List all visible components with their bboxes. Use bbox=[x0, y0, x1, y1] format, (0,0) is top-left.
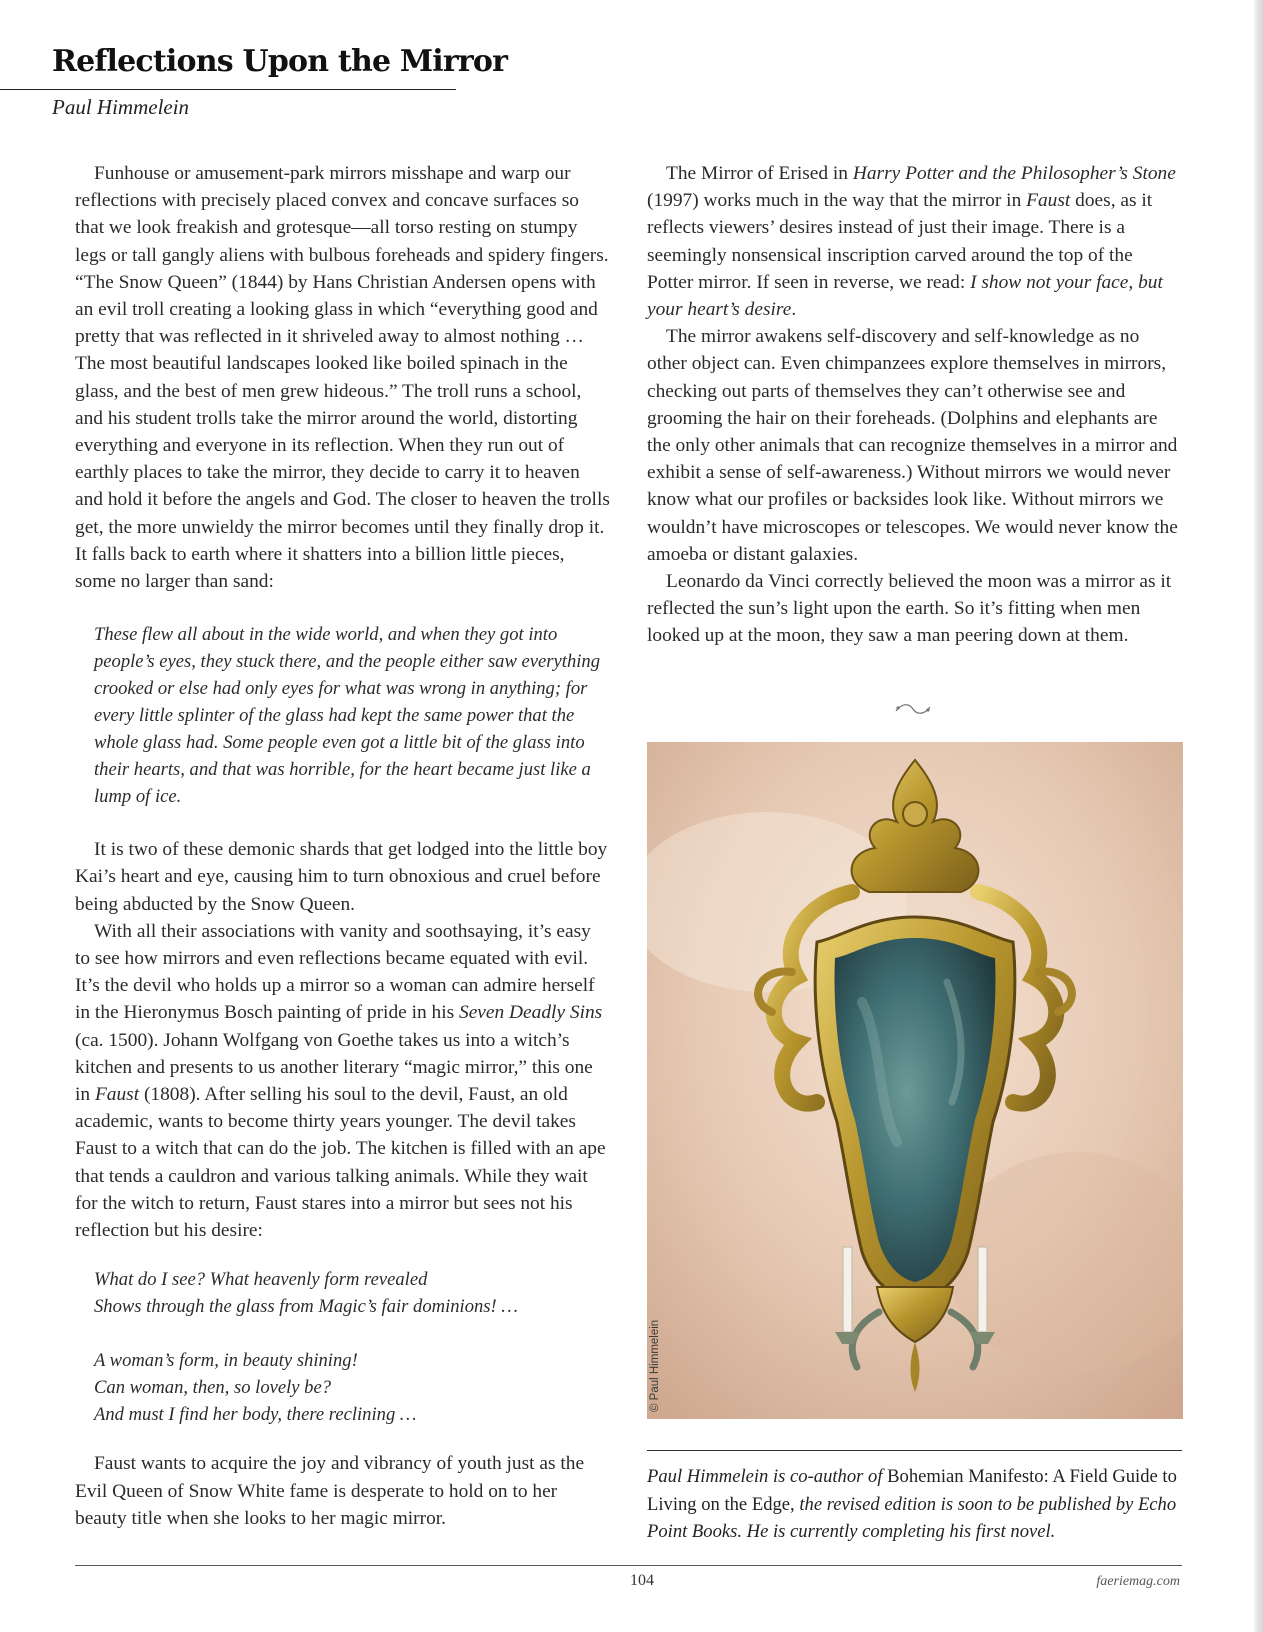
mirror-photograph bbox=[647, 742, 1183, 1419]
book-title-bohemian-manifesto: Bohemian Manifesto: A Field Guide to Living on the Edge, bbox=[647, 1466, 1177, 1515]
book-title-faust: Faust bbox=[94, 1084, 140, 1106]
text-span: . bbox=[791, 299, 797, 321]
page-number: 104 bbox=[630, 1572, 654, 1589]
author-byline: Paul Himmelein bbox=[52, 95, 190, 119]
title-rule bbox=[0, 89, 456, 90]
page-edge bbox=[1253, 0, 1263, 1632]
paragraph-snow-queen: Funhouse or amusement-park mirrors misshape and warp our reflections with precisely placed convex and concave surfaces so that we look freakish and grotesque—all torso resting on stumpy legs or tall gangly aliens with bulbous foreheads and spidery fingers. “The Snow Queen” (1844) by Hans Christian Andersen opens with an evil troll creating a looking glass in which “everything good and pretty that was reflected in it shriveled away to almost nothing … The most beautiful landscapes looked like boiled spinach in the glass, and the best of men grew hideous.” The troll runs a school, and his student trolls take the mirror around the world, distorting everything and everyone in its reflection. When they run out of earthly places to take the mirror, they decide to carry it to heaven and hold it before the angels and God. The closer to heaven the trolls get, the more unwieldy the mirror becomes until they finally drop it. It falls back to earth where it shatters into a billion little pieces, some no larger than sand: bbox=[75, 163, 610, 593]
paragraph-evil-queen: Faust wants to acquire the joy and vibrancy of youth just as the Evil Queen of Snow White fame is desperate to hold on to her beauty title when she looks to her magic mirror. bbox=[75, 1453, 585, 1529]
poem-line: And must I find her body, there reclining … bbox=[94, 1404, 417, 1426]
footer-rule bbox=[75, 1565, 1182, 1566]
bio-rule bbox=[647, 1450, 1182, 1451]
poem-line: What do I see? What heavenly form revealed bbox=[94, 1269, 428, 1291]
author-bio bbox=[647, 1463, 1182, 1546]
bio-text: Paul Himmelein is co-author of bbox=[647, 1466, 888, 1487]
site-url: faeriemag.com bbox=[1096, 1574, 1180, 1589]
poem-faust bbox=[94, 1266, 610, 1428]
photo-credit: © Paul Himmelein bbox=[649, 1319, 661, 1412]
article-title: Reflections Upon the Mirror bbox=[52, 44, 508, 79]
book-title-faust: Faust bbox=[1026, 190, 1071, 212]
poem-line: Shows through the glass from Magic’s fair dominions! … bbox=[94, 1296, 518, 1318]
poem-stanza bbox=[94, 1266, 610, 1320]
book-title-harry-potter: Harry Potter and the Philosopher’s Stone bbox=[852, 163, 1176, 184]
poem-line: A woman’s form, in beauty shining! bbox=[94, 1350, 358, 1372]
text-span: does, as it reflects viewers’ desires instead of just their image. There is a seemingly nonsensical inscription carved around the top of the Potter mirror. If seen in reverse, we read: bbox=[647, 190, 1153, 293]
text-span: (ca. 1500). Johann Wolfgang von Goethe takes us into a witch’s kitchen and presents to us another literary “magic mirror,” this one in bbox=[75, 1029, 593, 1106]
paragraph-erised bbox=[647, 160, 1182, 323]
text-span: The Mirror of Erised in bbox=[666, 163, 853, 184]
left-column bbox=[75, 160, 610, 1532]
right-column bbox=[647, 160, 1182, 650]
section-ornament-icon bbox=[893, 702, 933, 716]
bio-text: the revised edition is soon to be published by Echo Point Books. He is currently completing his first novel. bbox=[647, 1493, 1177, 1542]
poem-stanza bbox=[94, 1347, 610, 1428]
paragraph-self-discovery: The mirror awakens self-discovery and self-knowledge as no other object can. Even chimpanzees explore themselves in mirrors, checking out parts of themselves they can’t otherwise see and grooming the hair on their foreheads. (Dolphins and elephants are the only other animals that can recognize themselves in a mirror and exhibit a sense of self-awareness.) Without mirrors we would never know what our profiles or backsides look like. Without mirrors we wouldn’t have microscopes or telescopes. We would never know the amoeba or distant galaxies. bbox=[647, 326, 1178, 565]
block-quote-andersen: These flew all about in the wide world, and when they got into people’s eyes, they stuck there, and the people either saw everything crooked or else had only eyes for what was wrong in anything; for every little splinter of the glass had kept the same power that the whole glass had. Some people even got a little bit of the glass into their hearts, and that was horrible, for the heart became just like a lump of ice. bbox=[94, 624, 600, 808]
text-span: (1997) works much in the way that the mirror in bbox=[647, 190, 1027, 212]
poem-line: Can woman, then, so lovely be? bbox=[94, 1377, 332, 1399]
gilded-mirror-illustration bbox=[647, 742, 1183, 1419]
paragraph-goethe bbox=[75, 918, 610, 1244]
paragraph-kai: It is two of these demonic shards that get lodged into the little boy Kai’s heart and eye, causing him to turn obnoxious and cruel before being abducted by the Snow Queen. bbox=[75, 839, 608, 915]
inscription-text: I show not your face, but your heart’s desire bbox=[647, 271, 1163, 321]
text-span: (1808). After selling his soul to the devil, Faust, an old academic, wants to become thirty years younger. The devil takes Faust to a witch that can do the job. The kitchen is filled with an ape that tends a cauldron and various talking animals. While they wait for the witch to return, Faust stares into a mirror but sees not his reflection but his desire: bbox=[75, 1084, 606, 1242]
text-span: With all their associations with vanity and soothsaying, it’s easy to see how mirrors and even reflections became equated with evil. It’s the devil who holds up a mirror so a woman can admire herself in the Hieronymus Bosch painting of pride in his bbox=[75, 920, 595, 1024]
book-title-seven-deadly-sins: Seven Deadly Sins bbox=[459, 1002, 603, 1024]
paragraph-da-vinci: Leonardo da Vinci correctly believed the moon was a mirror as it reflected the sun’s light upon the earth. So it’s fitting when men looked up at the moon, they saw a man peering down at them. bbox=[647, 571, 1172, 647]
